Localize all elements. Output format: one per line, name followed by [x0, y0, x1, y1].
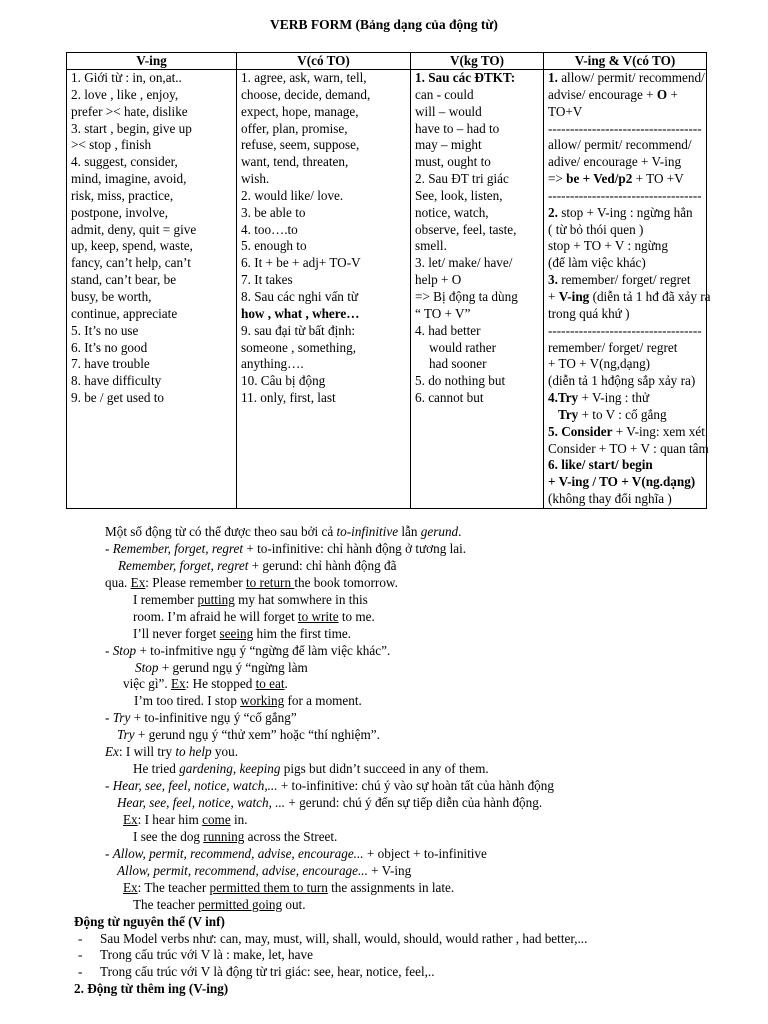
- list-item: 5. enough to: [241, 238, 307, 254]
- note-line: - Try + to-infinitive ngụ ý “cố gắng”: [105, 710, 297, 726]
- list-item: trong quá khứ ): [548, 305, 630, 321]
- list-item: choose, decide, demand,: [241, 86, 371, 102]
- list-item: 6. It’s no good: [71, 339, 148, 355]
- document-title: VERB FORM (Bảng dạng của động từ): [270, 17, 498, 32]
- list-item: busy, be worth,: [71, 288, 152, 304]
- list-item: 4. too….to: [241, 221, 298, 237]
- list-item: >< stop , finish: [71, 137, 152, 153]
- list-item: would rather: [429, 339, 497, 355]
- list-item: 2. Sau ĐT tri giác: [415, 171, 509, 187]
- note-line: I’ll never forget seeing him the first time.: [133, 625, 352, 641]
- list-item: 8. Sau các nghi vấn từ: [241, 288, 359, 304]
- list-item: must, ought to: [415, 154, 491, 170]
- note-line: room. I’m afraid he will forget to write to me.: [133, 608, 375, 624]
- list-item: 3. be able to: [241, 204, 306, 220]
- note-line: Ex: I hear him come in.: [123, 811, 248, 827]
- list-item: See, look, listen,: [415, 187, 503, 203]
- list-item: 6. cannot but: [415, 390, 484, 406]
- header-v-kg-to: V(kg TO): [411, 53, 544, 70]
- list-item: mind, imagine, avoid,: [71, 171, 187, 187]
- note-line: I’m too tired. I stop working for a moment.: [134, 693, 362, 709]
- list-item: admit, deny, quit = give: [71, 221, 197, 237]
- list-item: ( từ bỏ thói quen ): [548, 221, 644, 237]
- note-line: - Remember, forget, regret + to-infinitive: chỉ hành động ở tương lai.: [105, 540, 467, 556]
- list-item: 3. let/ make/ have/: [415, 255, 513, 271]
- table-body-row: [67, 70, 707, 509]
- list-item: continue, appreciate: [71, 305, 178, 321]
- column-v-kg-to-cell: [411, 70, 544, 509]
- note-line: I remember putting my hat somwhere in this: [133, 591, 368, 607]
- list-item: help + O: [415, 272, 462, 288]
- notes-section: [74, 524, 754, 998]
- list-item: want, tend, threaten,: [241, 154, 349, 170]
- note-line: The teacher permitted going out.: [133, 896, 306, 912]
- list-item: 3. remember/ forget/ regret: [548, 272, 691, 288]
- list-item: offer, plan, promise,: [241, 120, 348, 136]
- list-item: 2. love , like , enjoy,: [71, 86, 179, 102]
- section-heading: Động từ nguyên thể (V inf): [74, 913, 225, 929]
- list-item: 7. have trouble: [71, 356, 150, 372]
- list-item: 3. start , begin, give up: [71, 120, 192, 136]
- list-item: 5. do nothing but: [415, 373, 506, 389]
- note-line: Stop + gerund ngụ ý “ngừng làm: [135, 659, 308, 675]
- list-item: 10. Câu bị động: [241, 373, 326, 389]
- note-line: I see the dog running across the Street.: [133, 828, 338, 844]
- note-line: Một số động từ có thể được theo sau bởi cả to-infinitive lẫn gerund.: [105, 524, 462, 539]
- list-item: 8. have difficulty: [71, 373, 162, 389]
- list-item: 1. Giới từ : in, on,at..: [71, 70, 182, 85]
- list-item: 7. It takes: [241, 272, 293, 288]
- list-item: “ TO + V”: [415, 305, 471, 321]
- header-v-ing-and-v-co-to: V-ing & V(có TO): [544, 53, 707, 70]
- list-item: 1. Sau các ĐTKT:: [415, 70, 516, 85]
- list-item: stop + TO + V : ngừng: [548, 238, 668, 254]
- list-item: prefer >< hate, dislike: [71, 103, 188, 119]
- list-item: up, keep, spend, waste,: [71, 238, 193, 254]
- list-item: will – would: [415, 103, 482, 119]
- list-item: + V-ing (diễn tả 1 hđ đã xảy ra: [548, 288, 711, 304]
- list-item: Try + to V : cố gắng: [558, 406, 667, 422]
- table-header-row: [67, 53, 707, 70]
- list-item: wish.: [241, 171, 270, 187]
- list-item: (để làm việc khác): [548, 255, 646, 271]
- verb-form-table: [66, 52, 711, 509]
- header-v-co-to: V(có TO): [237, 53, 411, 70]
- list-item: 4. had better: [415, 322, 481, 338]
- list-item: 2. would like/ love.: [241, 187, 344, 203]
- section-heading: 2. Động từ thêm ing (V-ing): [74, 981, 229, 997]
- list-item: notice, watch,: [415, 204, 489, 220]
- column-v-co-to-cell: [237, 70, 411, 509]
- note-line: Try + gerund ngụ ý “thử xem” hoặc “thí nghiệm”.: [117, 727, 380, 743]
- list-item: 5. Consider + V-ing: xem xét: [548, 423, 705, 439]
- list-item: 2. stop + V-ing : ngừng hẳn: [548, 204, 693, 220]
- list-item: 4. suggest, consider,: [71, 154, 178, 170]
- list-item: may – might: [415, 137, 482, 153]
- dashed-separator: -----------------------------------: [548, 322, 702, 338]
- list-item: have to – had to: [415, 120, 500, 136]
- list-item: Consider + TO + V : quan tâm: [548, 440, 709, 456]
- list-item: + V-ing / TO + V(ng.dạng): [548, 474, 696, 490]
- dashed-separator: -----------------------------------: [548, 187, 702, 203]
- list-item: expect, hope, manage,: [241, 103, 359, 119]
- note-line: Remember, forget, regret + gerund: chỉ hành động đã: [118, 557, 397, 573]
- list-item: stand, can’t bear, be: [71, 272, 177, 288]
- list-item: => Bị động ta dùng: [415, 288, 518, 304]
- column-v-ing-and-v-co-to-cell: [544, 70, 711, 509]
- list-item: observe, feel, taste,: [415, 221, 517, 237]
- list-item: can - could: [415, 86, 474, 102]
- bullet-line: - Trong cấu trúc với V là động từ tri giác: see, hear, notice, feel,..: [78, 964, 435, 980]
- note-line: Ex: I will try to help you.: [105, 744, 238, 760]
- note-line: qua. Ex: Please remember to return the book tomorrow.: [105, 574, 398, 590]
- list-item: postpone, involve,: [71, 204, 169, 220]
- list-item: someone , something,: [241, 339, 357, 355]
- column-v-ing-cell: [67, 70, 237, 509]
- list-item: had sooner: [429, 356, 487, 372]
- note-line: He tried gardening, keeping pigs but didn’t succeed in any of them.: [133, 761, 489, 777]
- note-line: - Stop + to-infmitive ngụ ý “ngừng để làm việc khác”.: [105, 642, 391, 658]
- list-item: 6. It + be + adj+ TO-V: [241, 255, 361, 271]
- list-item: 11. only, first, last: [241, 390, 336, 406]
- note-line: việc gì”. Ex: He stopped to eat.: [123, 676, 288, 692]
- list-item: remember/ forget/ regret: [548, 339, 678, 355]
- dashed-separator: -----------------------------------: [548, 120, 702, 136]
- list-item: TO+V: [548, 103, 583, 119]
- list-item: smell.: [415, 238, 447, 254]
- note-line: Ex: The teacher permitted them to turn the assignments in late.: [123, 879, 455, 895]
- bullet-line: - Trong cấu trúc với V là : make, let, have: [78, 947, 313, 963]
- list-item: 1. allow/ permit/ recommend/: [548, 70, 705, 85]
- list-item: 9. sau đại từ bất định:: [241, 322, 356, 338]
- bullet-line: - Sau Model verbs như: can, may, must, will, shall, would, should, would rather , had better,...: [78, 930, 588, 946]
- list-item: 4.Try + V-ing : thử: [548, 390, 650, 406]
- list-item: (diễn tả 1 hđộng sắp xảy ra): [548, 373, 696, 389]
- note-line: Allow, permit, recommend, advise, encourage... + V-ing: [117, 862, 412, 878]
- list-item: + TO + V(ng,dạng): [548, 356, 651, 372]
- list-item: 9. be / get used to: [71, 390, 165, 406]
- list-item: anything….: [241, 356, 304, 372]
- list-item: 5. It’s no use: [71, 322, 139, 338]
- list-item: => be + Ved/p2 + TO +V: [548, 171, 684, 187]
- list-item: fancy, can’t help, can’t: [71, 255, 191, 271]
- note-line: - Allow, permit, recommend, advise, encourage... + object + to-infinitive: [105, 845, 487, 861]
- list-item: advise/ encourage + O +: [548, 86, 678, 102]
- list-item: 6. like/ start/ begin: [548, 457, 653, 473]
- list-item: adive/ encourage + V-ing: [548, 154, 682, 170]
- list-item: 1. agree, ask, warn, tell,: [241, 70, 367, 85]
- list-item: allow/ permit/ recommend/: [548, 137, 692, 153]
- header-v-ing: V-ing: [67, 53, 237, 70]
- list-item: risk, miss, practice,: [71, 187, 174, 203]
- note-line: - Hear, see, feel, notice, watch,... + to-infinitive: chú ý vào sự hoàn tất của hành động: [105, 778, 554, 794]
- note-line: Hear, see, feel, notice, watch, ... + gerund: chú ý đến sự tiếp diễn của hành động.: [117, 795, 543, 810]
- list-item: refuse, seem, suppose,: [241, 137, 360, 153]
- list-item: (không thay đổi nghĩa ): [548, 491, 672, 507]
- list-item: how , what , where…: [241, 305, 360, 321]
